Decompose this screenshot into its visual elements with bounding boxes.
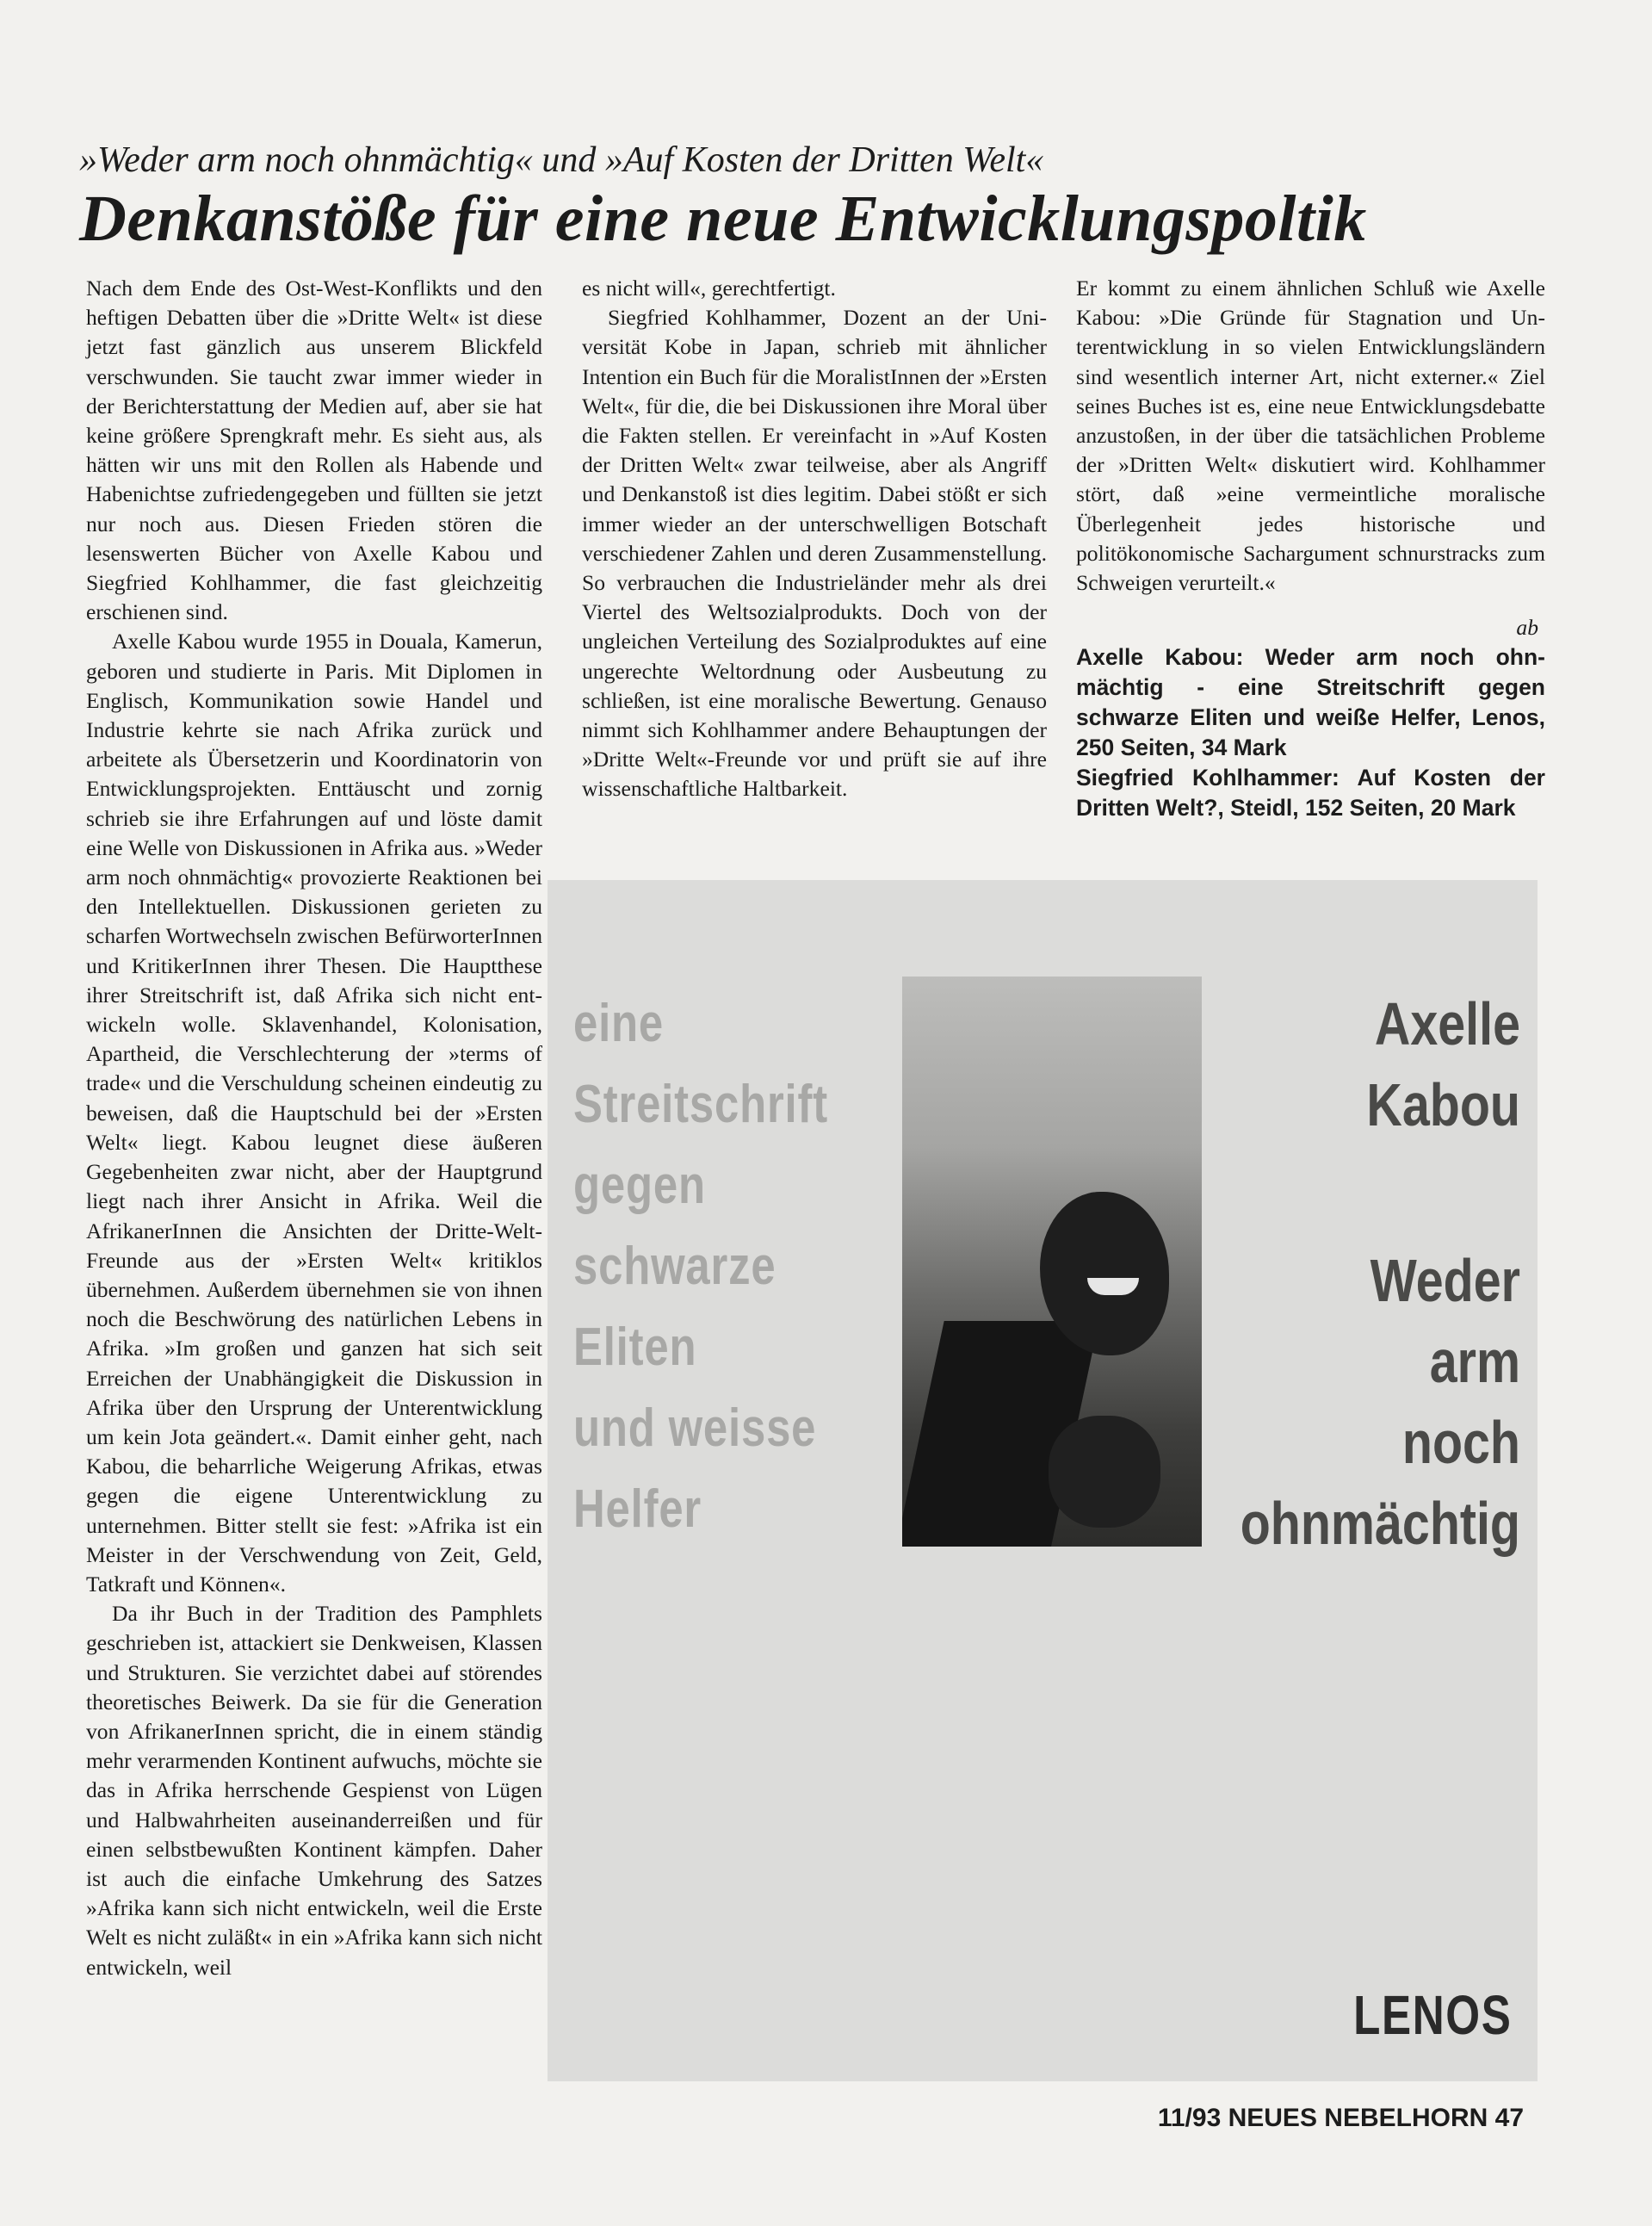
- page-footer: 11/93 NEUES NEBELHORN 47: [1157, 2104, 1524, 2132]
- cover-author-line: Kabou: [1366, 1071, 1520, 1138]
- column-2: [582, 274, 1047, 804]
- cover-title-line: noch: [1401, 1409, 1520, 1476]
- cover-title-line: ohnmächtig: [1240, 1490, 1520, 1557]
- kicker-line: »Weder arm noch ohnmächtig« und »Auf Kosten der Dritten Welt«: [79, 140, 1044, 180]
- paragraph: Axelle Kabou wurde 1955 in Douala, Kamerun, geboren und studierte in Paris. Mit Diplomen in Englisch, Kommunikation sowie Handel und Industrie kehrte sie nach Afrika zurück und arbeitete als Übersetzerin und Koordinatorin von Entwicklungsprojekten. Enttäuscht und zornig schrieb sie ihre Erfahrungen auf und löste damit eine Welle von Diskussionen in Afrika aus. »Weder arm noch ohnmächtig« provozierte Reaktionen bei den Intellektuellen. Diskussionen gerieten zu scharfen Wortwechseln zwischen BefürworterInnen und KritikerInnen ihrer Thesen. Die Hauptthese ihrer Streitschrift ist, daß Afrika sich nicht entwickeln wolle. Sklavenhandel, Kolonisation, Apartheid, die Verschlechterung der »terms of trade« und die Verschuldung scheinen eindeutig zu beweisen, daß die Hauptschuld bei der »Ersten Welt« liegt. Kabou leugnet diese äußeren Gegebenheiten zwar nicht, aber der Hauptgrund liegt nach ihrer Ansicht in Afrika. Weil die AfrikanerInnen die Ansichten der Dritte-Welt-Freunde aus der »Ersten Welt« kritiklos übernehmen. Außerdem übernehmen sie von ihnen noch die Beschwörung des natürlichen Lebens in Afrika. »Im großen und ganzen hat sich seit Erreichen der Unabhängigkeit die Diskussion in Afrika über den Ursprung der Unterentwicklung um kein Jota geändert.«. Damit einher geht, nach Kabou, die beharrliche Weigerung Afrikas, etwas gegen die eigene Unterentwicklung zu unternehmen. Bitter stellt sie fest: »Afrika ist ein Meister in der Verschwendung von Zeit, Geld, Tatkraft und Können«.: [86, 629, 542, 1597]
- author-signature: ab: [1516, 615, 1538, 641]
- cover-author-line: Axelle: [1374, 990, 1520, 1057]
- cover-subtitle: [573, 983, 900, 1550]
- cover-subtitle-line: schwarze: [573, 1237, 777, 1296]
- book-references: [1076, 642, 1545, 823]
- cover-subtitle-line: Helfer: [573, 1479, 702, 1539]
- column-1: [86, 274, 542, 1982]
- cover-subtitle-line: eine: [573, 994, 665, 1053]
- cover-subtitle-line: und weisse: [573, 1398, 817, 1458]
- cover-subtitle-line: Streitschrift: [573, 1075, 828, 1134]
- book-reference: Axelle Kabou: Weder arm noch ohnmächtig - eine Streitschrift gegen schwarze Eliten und weiße Helfer, Lenos, 250 Seiten, 34 Mark: [1076, 644, 1545, 761]
- paragraph: Nach dem Ende des Ost-West-Konflikts und den heftigen Debatten über die »Dritte Welt« ist diese jetzt fast gänzlich aus unserem Blickfeld verschwunden. Sie taucht zwar immer wieder in der Berichterstattung der Medien auf, aber sie hat keine größere Sprengkraft mehr. Es sieht aus, als hätten wir uns mit den Rollen als Habende und Habenichtse zufriedengegeben und füllten sie jetzt nur noch aus. Diesen Frieden stören die lesenswerten Bücher von Axelle Kabou und Siegfried Kohlhammer, die fast gleichzeitig erschienen sind.: [86, 276, 542, 625]
- paragraph: Er kommt zu einem ähnlichen Schluß wie Axelle Kabou: »Die Gründe für Stagnation und Unterentwicklung in so vielen Entwicklungsländern sind wesentlich interner Art, nicht externer.« Ziel seines Buches ist es, eine neue Entwicklungsdebatte anzustoßen, in der über die tatsächlichen Probleme der »Dritten Welt« diskutiert wird. Kohlhammer stört, daß »eine vermeintliche moralische Überlegenheit jedes historische und politökonomische Sachargument schnurstracks zum Schweigen verurteilt.«: [1076, 276, 1545, 596]
- cover-title-line: Weder: [1370, 1247, 1520, 1314]
- cover-subtitle-line: gegen: [573, 1156, 706, 1215]
- paragraph: Siegfried Kohlhammer, Dozent an der Universität Kobe in Japan, schrieb mit ähnlicher Intention ein Buch für die MoralistInnen der »Ersten Welt«, für die, die bei Diskussionen ihre Moral über die Fakten stellen. Er vereinfacht in »Auf Kosten der Dritten Welt« zwar teilweise, aber als Angriff und Denkanstoß ist dies legitim. Dabei stößt er sich immer wieder an der unterschwelligen Botschaft verschiedener Zahlen und deren Zusammenstellung. So verbrauchen die Industrieländer mehr als drei Viertel des Weltsozialprodukts. Doch von der ungleichen Verteilung des Sozialproduktes auf eine ungerechte Weltordnung oder Ausbeutung zu schließen, ist eine moralische Bewertung. Genauso nimmt sich Kohlhammer andere Behauptungen der »Dritte Welt«-Freunde vor und prüft sie auf ihre wissenschaftliche Haltbarkeit.: [582, 305, 1047, 802]
- book-cover-image: [548, 880, 1538, 2081]
- cover-subtitle-line: Eliten: [573, 1318, 697, 1377]
- column-3: [1076, 274, 1545, 823]
- cover-title-line: arm: [1429, 1328, 1520, 1395]
- paragraph: es nicht will«, gerechtfertigt.: [582, 276, 836, 301]
- paragraph: Da ihr Buch in der Tradition des Pamphlets geschrieben ist, attackiert sie Denkweisen, Klassen und Strukturen. Sie verzichtet dabei auf störendes theoretisches Beiwerk. Da sie für die Generation von AfrikanerInnen spricht, die in einem ständig mehr verarmenden Kontinent aufwuchs, möchte sie das in Afrika herrschende Gespienst von Lügen und Halbwahrheiten auseinanderreißen und für einen selbstbewußten Kontinent kämpfen. Daher ist auch die einfache Umkehrung des Satzes »Afrika kann sich nicht entwickeln, weil die Erste Welt es nicht zuläßt« in ein »Afrika kann sich nicht entwickeln, weil: [86, 1601, 542, 1980]
- cover-title-block: [1142, 983, 1520, 1564]
- book-reference: Siegfried Kohlhammer: Auf Kosten der Dritten Welt?, Steidl, 152 Seiten, 20 Mark: [1076, 765, 1545, 822]
- article-headline: Denkanstöße für eine neue Entwicklungspoltik: [79, 183, 1367, 255]
- publisher-logo: LENOS: [1352, 1984, 1512, 2046]
